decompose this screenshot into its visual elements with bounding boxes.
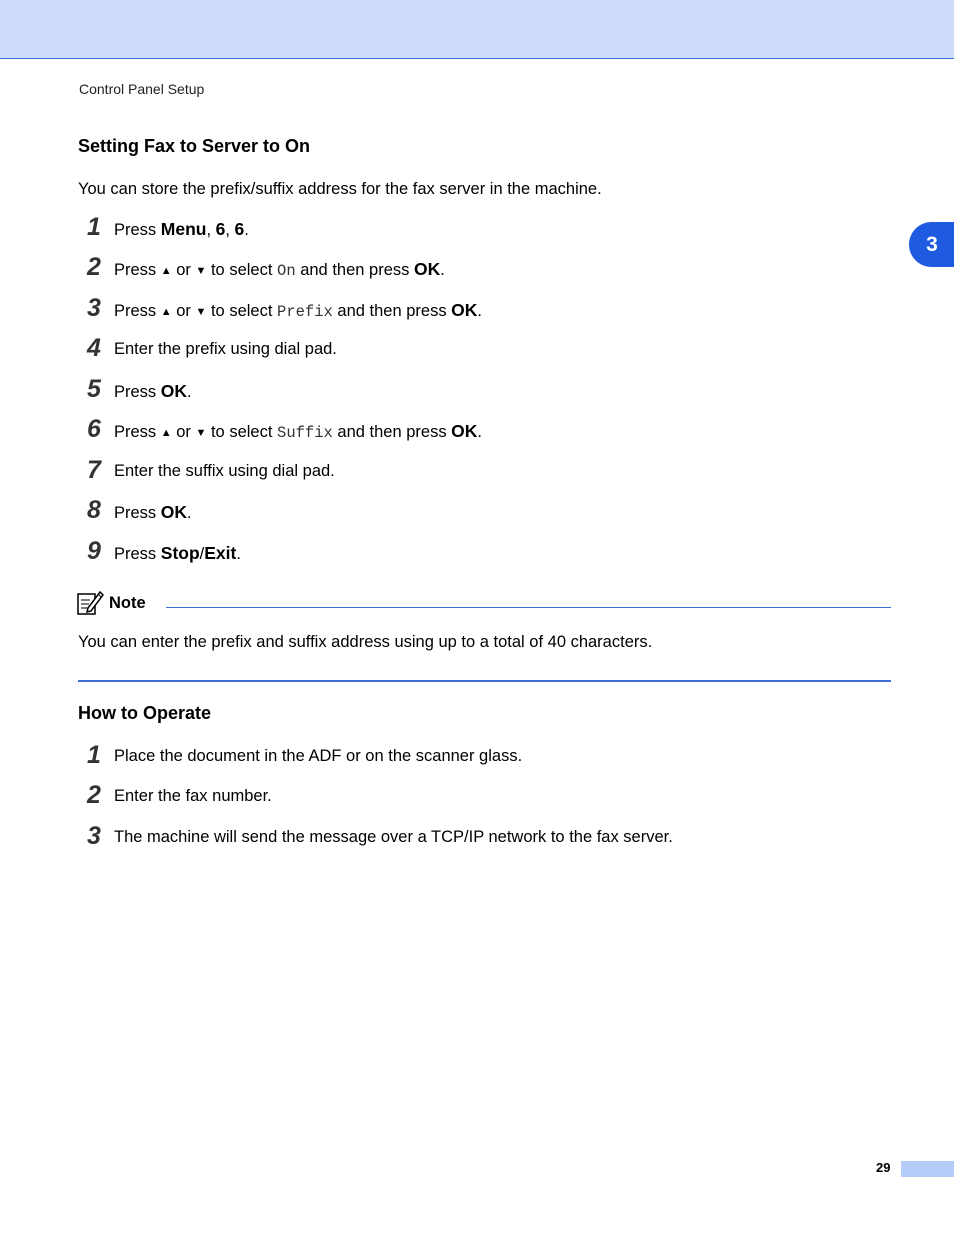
stop-key: Stop [160, 543, 200, 563]
step-number: 8 [87, 496, 101, 524]
note-text: You can enter the prefix and suffix address using up to a total of 40 characters. [78, 633, 653, 651]
ok-key: OK [413, 259, 441, 279]
step-6 [84, 415, 904, 451]
step-text: Enter the prefix using dial pad. [114, 340, 337, 358]
up-arrow-icon: ▲ [160, 306, 172, 318]
section-divider [78, 680, 891, 682]
note-label: Note [109, 594, 146, 612]
ok-key: OK [160, 502, 188, 522]
ok-key: OK [451, 421, 478, 441]
step-5 [84, 375, 904, 411]
step-text: Press OK. [114, 502, 192, 522]
step-1 [84, 213, 904, 249]
page-marker [901, 1161, 954, 1177]
step-9 [84, 537, 904, 573]
key-6: 6 [215, 219, 226, 239]
step-text: Enter the fax number. [114, 787, 272, 805]
page-number: 29 [876, 1160, 891, 1175]
chapter-tab: 3 [909, 222, 954, 267]
section-title: Setting Fax to Server to On [78, 136, 311, 156]
display-option: Suffix [277, 424, 333, 442]
step-text: Place the document in the ADF or on the scanner glass. [114, 747, 523, 765]
step-text: Press OK. [114, 381, 192, 401]
note-header [76, 588, 891, 616]
header-band [0, 0, 954, 59]
step-number: 3 [87, 822, 101, 850]
exit-key: Exit [204, 543, 237, 563]
up-arrow-icon: ▲ [160, 427, 172, 439]
step-8 [84, 496, 904, 532]
step-4 [84, 334, 904, 370]
step-2 [84, 781, 904, 817]
ok-key: OK [160, 381, 188, 401]
down-arrow-icon: ▼ [195, 306, 207, 318]
step-number: 7 [87, 456, 101, 484]
step-2 [84, 253, 904, 289]
step-number: 9 [87, 537, 101, 565]
display-option: Prefix [277, 303, 333, 321]
intro-paragraph: You can store the prefix/suffix address for the fax server in the machine. [78, 180, 602, 198]
ok-key: OK [451, 300, 478, 320]
display-option: On [277, 262, 296, 280]
step-1 [84, 741, 904, 777]
step-number: 3 [87, 294, 101, 322]
step-3 [84, 294, 904, 330]
note-divider [166, 607, 891, 608]
running-title: Control Panel Setup [79, 81, 205, 97]
down-arrow-icon: ▼ [195, 265, 207, 277]
step-number: 1 [87, 741, 101, 769]
step-text: Press Stop/Exit. [114, 543, 241, 563]
step-text: Press Menu, 6, 6. [114, 219, 249, 239]
step-text: Press ▲ or ▼ to select Prefix and then press OK. [114, 300, 482, 321]
step-text: Press ▲ or ▼ to select On and then press OK. [114, 259, 445, 280]
step-number: 4 [87, 334, 101, 362]
step-number: 2 [87, 781, 101, 809]
step-text: Press ▲ or ▼ to select Suffix and then press OK. [114, 421, 482, 442]
step-text: The machine will send the message over a TCP/IP network to the fax server. [114, 828, 673, 846]
step-number: 5 [87, 375, 101, 403]
down-arrow-icon: ▼ [195, 427, 207, 439]
step-3 [84, 822, 904, 858]
menu-key: Menu [160, 219, 207, 239]
step-number: 6 [87, 415, 101, 443]
step-number: 2 [87, 253, 101, 281]
up-arrow-icon: ▲ [160, 265, 172, 277]
note-pencil-icon [76, 588, 104, 616]
step-7 [84, 456, 904, 492]
step-text: Enter the suffix using dial pad. [114, 462, 335, 480]
section-title: How to Operate [78, 703, 212, 723]
key-6: 6 [234, 219, 245, 239]
step-number: 1 [87, 213, 101, 241]
